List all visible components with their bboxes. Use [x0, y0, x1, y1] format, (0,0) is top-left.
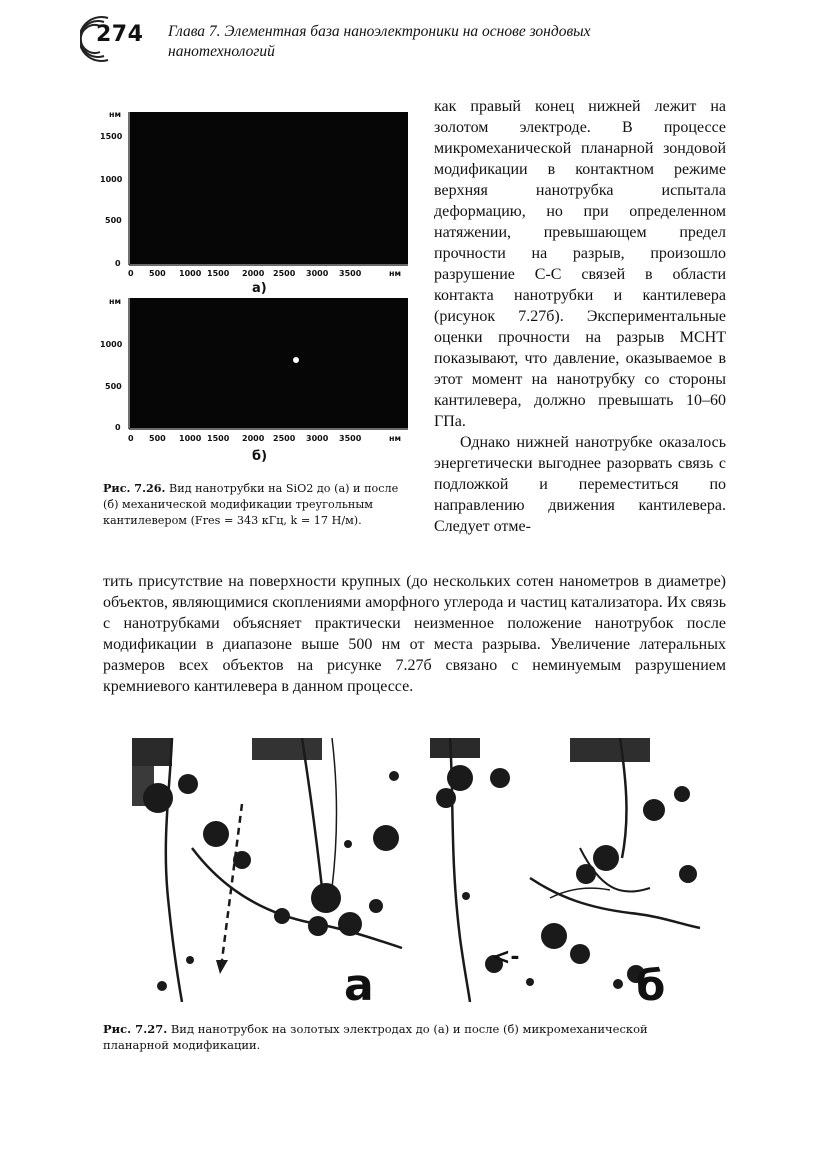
body-paragraph-2: Однако нижней нанотрубке оказалось энергетически выгоднее разорвать связь с подложкой и переместиться по направлению движения кантилевера. Следует отме- — [434, 434, 726, 535]
x-tick-b-3500: 3500 — [339, 434, 362, 443]
y-unit-b: нм — [109, 297, 122, 306]
panel-label-27b: б — [636, 961, 666, 1002]
body-paragraph-2-continued: тить присутствие на поверхности крупных (до нескольких сотен нанометров в диаметре) объектов, являющимися скоплениями аморфного углерода и частиц катализатора. Их связь с нанотрубками объясняет практически неизменное положение нанотрубок после модификации в диапазоне выше 500 нм от места разрыва. Увеличение латеральных размеров всех объектов на рисунке 7.27б связано с неминуемым разрушением кремниевого кантилевера в данном процессе. — [103, 573, 726, 695]
x-tick-b-3000: 3000 — [306, 434, 329, 443]
y-unit-a: нм — [109, 110, 122, 119]
y-tick-a-1000: 1000 — [100, 175, 123, 184]
y-tick-a-1500: 1500 — [100, 132, 123, 141]
panel-label-b: б) — [252, 449, 268, 464]
x-tick-b-2000: 2000 — [242, 434, 265, 443]
x-tick-b-1500: 1500 — [207, 434, 230, 443]
y-tick-b-1000: 1000 — [100, 340, 123, 349]
x-tick-a-2000: 2000 — [242, 269, 265, 278]
x-tick-a-3000: 3000 — [306, 269, 329, 278]
body-column — [434, 96, 726, 537]
x-tick-b-2500: 2500 — [273, 434, 296, 443]
figure-7-27-panel-a — [132, 738, 410, 1002]
page-number: 274 — [96, 22, 144, 47]
figure-7-26-caption-text: Вид нанотрубки на SiO2 до (а) и после (б) механической модификации треугольным кантилевером (Fres = 343 кГц, k = 17 Н/м). — [103, 482, 399, 527]
x-tick-a-3500: 3500 — [339, 269, 362, 278]
figure-7-27-caption — [103, 1021, 703, 1053]
body-paragraph-1: как правый конец нижней лежит на золотом электроде. В процессе микромеханической планарной зондовой модификации в контактном режиме верхняя нанотрубка испытала деформацию, но при определенном натяжении, превышающем предел прочности на разрыв, произошло разрушение С-С связей в области контакта нанотрубки и кантилевера (рисунок 7.27б). Экспериментальные оценки прочности на разрыв МСНТ показывают, что давление, оказываемое в этот момент на нанотрубку со стороны кантилевера, должно превышать 10–60 ГПа. — [434, 98, 726, 430]
panel-label-a: а) — [252, 281, 267, 296]
figure-7-26-panel-a — [100, 110, 408, 296]
x-tick-a-2500: 2500 — [273, 269, 296, 278]
figure-7-26-caption-label: Рис. 7.26. — [103, 481, 166, 495]
figure-7-26 — [96, 106, 416, 466]
x-tick-b-500: 500 — [149, 434, 166, 443]
y-tick-a-0: 0 — [115, 259, 121, 268]
svg-text:<-: <- — [492, 945, 520, 970]
x-tick-a-0: 0 — [128, 269, 134, 278]
x-tick-b-1000: 1000 — [179, 434, 202, 443]
figure-7-27-caption-label: Рис. 7.27. — [103, 1022, 168, 1036]
figure-7-26-panel-b — [100, 297, 408, 464]
figure-7-26-caption — [103, 480, 403, 529]
y-tick-b-500: 500 — [105, 382, 122, 391]
afm-image-a — [130, 112, 408, 264]
running-head: Глава 7. Элементная база наноэлектроники на основе зондовых нанотехнологий — [168, 23, 591, 60]
panel-label-27a: а — [344, 960, 374, 1002]
y-tick-a-500: 500 — [105, 216, 122, 225]
figure-7-27-panel-b — [430, 738, 704, 1002]
x-tick-b-0: 0 — [128, 434, 134, 443]
afm-image-b — [130, 298, 408, 428]
x-tick-a-500: 500 — [149, 269, 166, 278]
x-tick-a-1000: 1000 — [179, 269, 202, 278]
figure-7-27-caption-text: Вид нанотрубок на золотых электродах до (а) и после (б) микромеханической планарной модификации. — [103, 1022, 648, 1052]
x-tick-a-1500: 1500 — [207, 269, 230, 278]
x-unit-a: нм — [389, 269, 402, 278]
rupture-point-marker — [293, 357, 299, 363]
y-tick-b-0: 0 — [115, 423, 121, 432]
x-unit-b: нм — [389, 434, 402, 443]
